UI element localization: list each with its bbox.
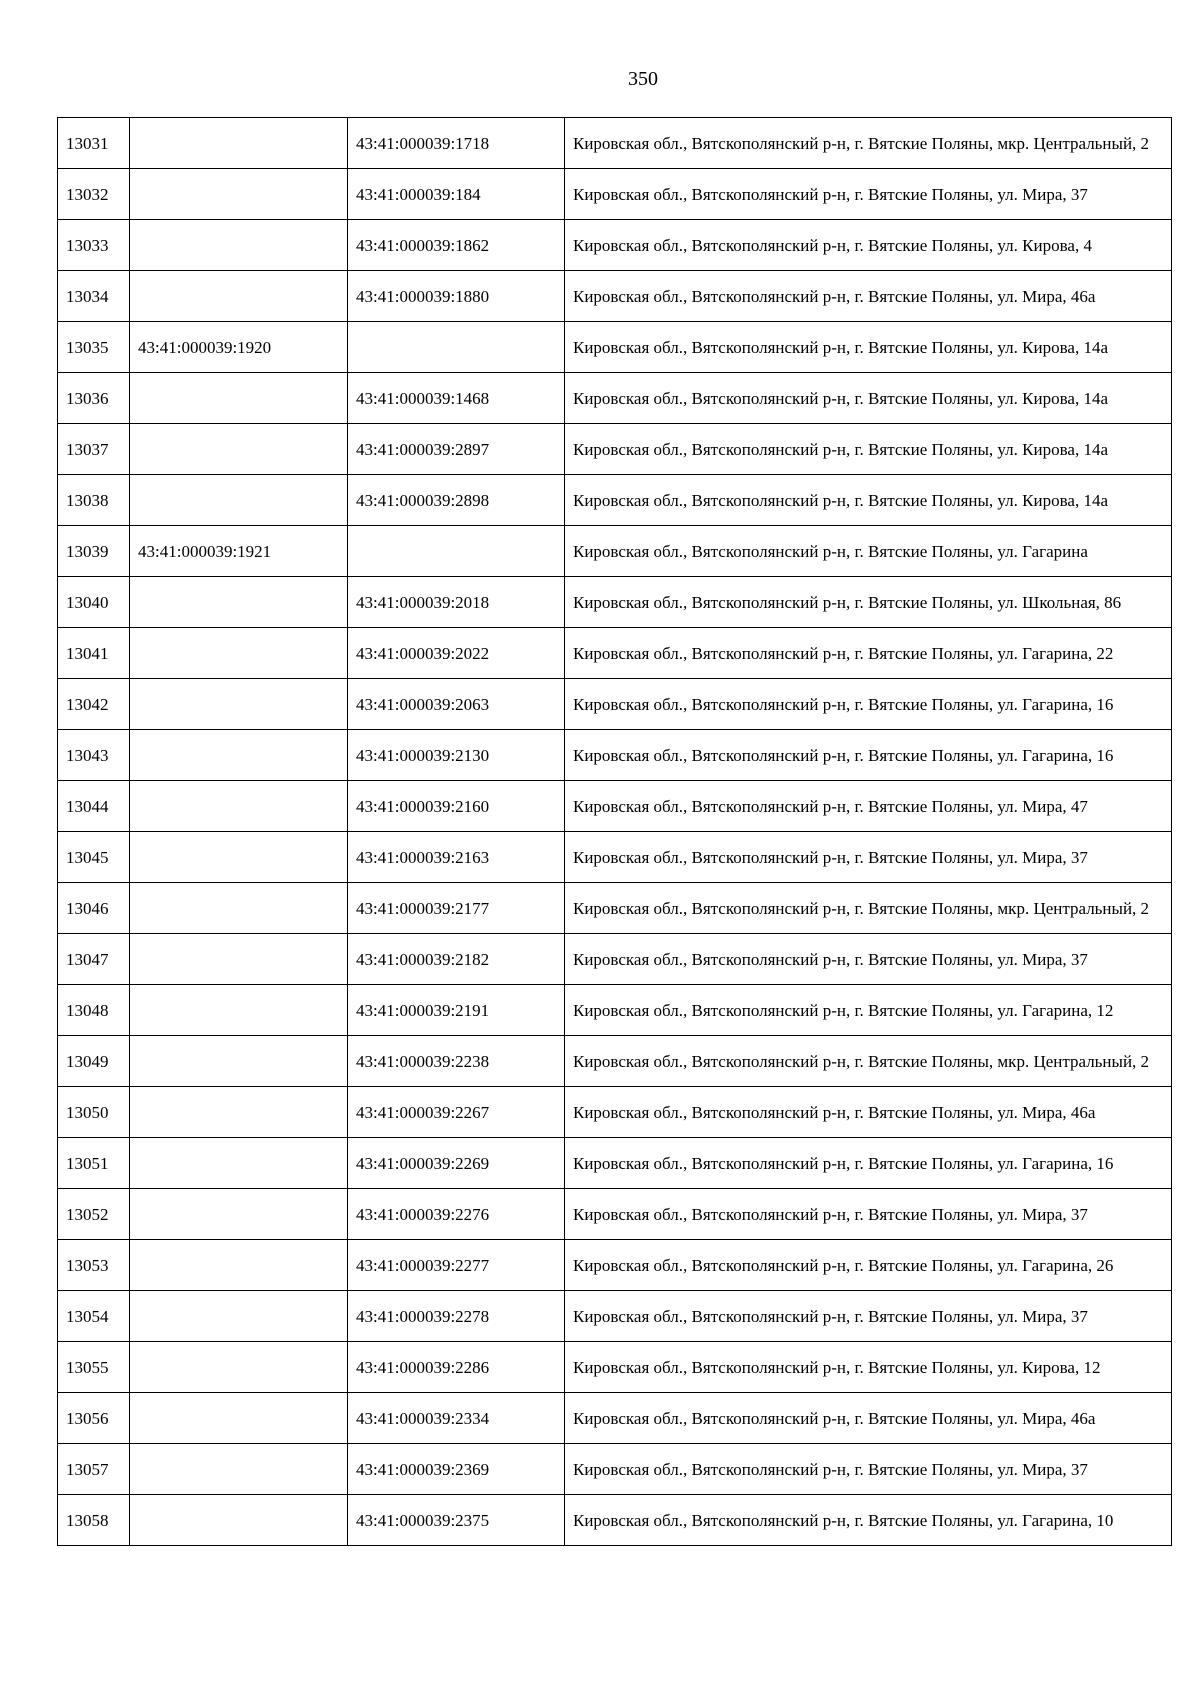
table-row [58,526,1172,577]
table-row [58,934,1172,985]
cadastral-number-cell: 43:41:000039:2163 [348,832,565,883]
row-number-cell: 13050 [58,1087,130,1138]
registry-table [57,117,1172,1546]
cadastral-number-cell: 43:41:000039:2063 [348,679,565,730]
cadastral-number-cell [130,679,348,730]
address-cell: Кировская обл., Вятскополянский р-н, г. Вятские Поляны, ул. Кирова, 4 [565,220,1172,271]
cadastral-number-cell: 43:41:000039:2177 [348,883,565,934]
cadastral-number-cell [130,1087,348,1138]
address-cell: Кировская обл., Вятскополянский р-н, г. Вятские Поляны, ул. Гагарина, 10 [565,1495,1172,1546]
cadastral-number-cell [130,832,348,883]
row-number-cell: 13049 [58,1036,130,1087]
cadastral-number-cell: 43:41:000039:2375 [348,1495,565,1546]
cadastral-number-cell [130,169,348,220]
address-cell: Кировская обл., Вятскополянский р-н, г. Вятские Поляны, мкр. Центральный, 2 [565,883,1172,934]
cadastral-number-cell: 43:41:000039:2160 [348,781,565,832]
address-cell: Кировская обл., Вятскополянский р-н, г. Вятские Поляны, мкр. Центральный, 2 [565,118,1172,169]
cadastral-number-cell [130,781,348,832]
table-row [58,730,1172,781]
table-row [58,832,1172,883]
row-number-cell: 13034 [58,271,130,322]
row-number-cell: 13039 [58,526,130,577]
cadastral-number-cell [130,628,348,679]
address-cell: Кировская обл., Вятскополянский р-н, г. Вятские Поляны, ул. Мира, 37 [565,1189,1172,1240]
table-row [58,1444,1172,1495]
table-row [58,883,1172,934]
address-cell: Кировская обл., Вятскополянский р-н, г. Вятские Поляны, ул. Школьная, 86 [565,577,1172,628]
address-cell: Кировская обл., Вятскополянский р-н, г. Вятские Поляны, ул. Гагарина, 22 [565,628,1172,679]
row-number-cell: 13033 [58,220,130,271]
cadastral-number-cell [130,1342,348,1393]
cadastral-number-cell [130,424,348,475]
cadastral-number-cell [130,985,348,1036]
row-number-cell: 13036 [58,373,130,424]
address-cell: Кировская обл., Вятскополянский р-н, г. Вятские Поляны, ул. Кирова, 14а [565,373,1172,424]
row-number-cell: 13044 [58,781,130,832]
cadastral-number-cell [130,1393,348,1444]
table-row [58,577,1172,628]
address-cell: Кировская обл., Вятскополянский р-н, г. Вятские Поляны, ул. Кирова, 14а [565,322,1172,373]
cadastral-number-cell [130,475,348,526]
cadastral-number-cell: 43:41:000039:2018 [348,577,565,628]
row-number-cell: 13056 [58,1393,130,1444]
cadastral-number-cell: 43:41:000039:2277 [348,1240,565,1291]
row-number-cell: 13051 [58,1138,130,1189]
address-cell: Кировская обл., Вятскополянский р-н, г. Вятские Поляны, ул. Кирова, 14а [565,475,1172,526]
row-number-cell: 13032 [58,169,130,220]
cadastral-number-cell: 43:41:000039:184 [348,169,565,220]
address-cell: Кировская обл., Вятскополянский р-н, г. Вятские Поляны, ул. Мира, 37 [565,934,1172,985]
row-number-cell: 13058 [58,1495,130,1546]
row-number-cell: 13053 [58,1240,130,1291]
row-number-cell: 13055 [58,1342,130,1393]
cadastral-number-cell: 43:41:000039:2278 [348,1291,565,1342]
table-row [58,271,1172,322]
address-cell: Кировская обл., Вятскополянский р-н, г. Вятские Поляны, ул. Мира, 37 [565,832,1172,883]
row-number-cell: 13043 [58,730,130,781]
table-row [58,475,1172,526]
address-cell: Кировская обл., Вятскополянский р-н, г. Вятские Поляны, ул. Мира, 37 [565,1444,1172,1495]
table-row [58,1291,1172,1342]
table-row [58,1138,1172,1189]
table-row [58,1087,1172,1138]
row-number-cell: 13057 [58,1444,130,1495]
row-number-cell: 13045 [58,832,130,883]
cadastral-number-cell [130,373,348,424]
cadastral-number-cell: 43:41:000039:2238 [348,1036,565,1087]
cadastral-number-cell: 43:41:000039:2286 [348,1342,565,1393]
cadastral-number-cell: 43:41:000039:1880 [348,271,565,322]
table-row [58,118,1172,169]
address-cell: Кировская обл., Вятскополянский р-н, г. Вятские Поляны, ул. Мира, 46а [565,1087,1172,1138]
address-cell: Кировская обл., Вятскополянский р-н, г. Вятские Поляны, ул. Гагарина [565,526,1172,577]
address-cell: Кировская обл., Вятскополянский р-н, г. Вятские Поляны, ул. Гагарина, 12 [565,985,1172,1036]
cadastral-number-cell: 43:41:000039:1862 [348,220,565,271]
address-cell: Кировская обл., Вятскополянский р-н, г. Вятские Поляны, ул. Гагарина, 16 [565,730,1172,781]
row-number-cell: 13040 [58,577,130,628]
cadastral-number-cell [130,730,348,781]
table-row [58,424,1172,475]
cadastral-number-cell [130,1495,348,1546]
cadastral-number-cell: 43:41:000039:1921 [130,526,348,577]
cadastral-number-cell: 43:41:000039:1718 [348,118,565,169]
table-row [58,781,1172,832]
address-cell: Кировская обл., Вятскополянский р-н, г. Вятские Поляны, ул. Гагарина, 16 [565,1138,1172,1189]
cadastral-number-cell: 43:41:000039:2022 [348,628,565,679]
cadastral-number-cell [130,1036,348,1087]
table-row [58,373,1172,424]
cadastral-number-cell: 43:41:000039:2130 [348,730,565,781]
address-cell: Кировская обл., Вятскополянский р-н, г. Вятские Поляны, ул. Мира, 46а [565,271,1172,322]
address-cell: Кировская обл., Вятскополянский р-н, г. Вятские Поляны, ул. Мира, 46а [565,1393,1172,1444]
table-row [58,1495,1172,1546]
cadastral-number-cell [130,1189,348,1240]
cadastral-number-cell: 43:41:000039:2276 [348,1189,565,1240]
address-cell: Кировская обл., Вятскополянский р-н, г. Вятские Поляны, ул. Мира, 47 [565,781,1172,832]
table-row [58,679,1172,730]
address-cell: Кировская обл., Вятскополянский р-н, г. Вятские Поляны, мкр. Центральный, 2 [565,1036,1172,1087]
address-cell: Кировская обл., Вятскополянский р-н, г. Вятские Поляны, ул. Мира, 37 [565,1291,1172,1342]
table-row [58,985,1172,1036]
cadastral-number-cell: 43:41:000039:2898 [348,475,565,526]
row-number-cell: 13037 [58,424,130,475]
cadastral-number-cell [130,1138,348,1189]
page-number: 350 [628,68,658,90]
row-number-cell: 13035 [58,322,130,373]
table-row [58,1240,1172,1291]
cadastral-number-cell: 43:41:000039:2191 [348,985,565,1036]
cadastral-number-cell: 43:41:000039:2334 [348,1393,565,1444]
row-number-cell: 13054 [58,1291,130,1342]
address-cell: Кировская обл., Вятскополянский р-н, г. Вятские Поляны, ул. Кирова, 14а [565,424,1172,475]
row-number-cell: 13041 [58,628,130,679]
address-cell: Кировская обл., Вятскополянский р-н, г. Вятские Поляны, ул. Гагарина, 16 [565,679,1172,730]
cadastral-number-cell [130,577,348,628]
cadastral-number-cell [130,1444,348,1495]
row-number-cell: 13042 [58,679,130,730]
cadastral-number-cell: 43:41:000039:2369 [348,1444,565,1495]
cadastral-number-cell [130,271,348,322]
registry-table-body [58,118,1172,1546]
table-row [58,322,1172,373]
cadastral-number-cell: 43:41:000039:2267 [348,1087,565,1138]
cadastral-number-cell: 43:41:000039:2269 [348,1138,565,1189]
cadastral-number-cell: 43:41:000039:2897 [348,424,565,475]
table-row [58,628,1172,679]
cadastral-number-cell: 43:41:000039:2182 [348,934,565,985]
cadastral-number-cell: 43:41:000039:1920 [130,322,348,373]
table-row [58,1342,1172,1393]
row-number-cell: 13038 [58,475,130,526]
cadastral-number-cell [130,883,348,934]
row-number-cell: 13047 [58,934,130,985]
address-cell: Кировская обл., Вятскополянский р-н, г. Вятские Поляны, ул. Мира, 37 [565,169,1172,220]
table-row [58,1393,1172,1444]
table-row [58,1189,1172,1240]
row-number-cell: 13048 [58,985,130,1036]
cadastral-number-cell [130,1240,348,1291]
cadastral-number-cell: 43:41:000039:1468 [348,373,565,424]
table-row [58,220,1172,271]
cadastral-number-cell [130,934,348,985]
table-row [58,1036,1172,1087]
cadastral-number-cell [130,1291,348,1342]
cadastral-number-cell [348,322,565,373]
row-number-cell: 13052 [58,1189,130,1240]
row-number-cell: 13046 [58,883,130,934]
table-row [58,169,1172,220]
address-cell: Кировская обл., Вятскополянский р-н, г. Вятские Поляны, ул. Гагарина, 26 [565,1240,1172,1291]
address-cell: Кировская обл., Вятскополянский р-н, г. Вятские Поляны, ул. Кирова, 12 [565,1342,1172,1393]
cadastral-number-cell [348,526,565,577]
cadastral-number-cell [130,220,348,271]
row-number-cell: 13031 [58,118,130,169]
cadastral-number-cell [130,118,348,169]
